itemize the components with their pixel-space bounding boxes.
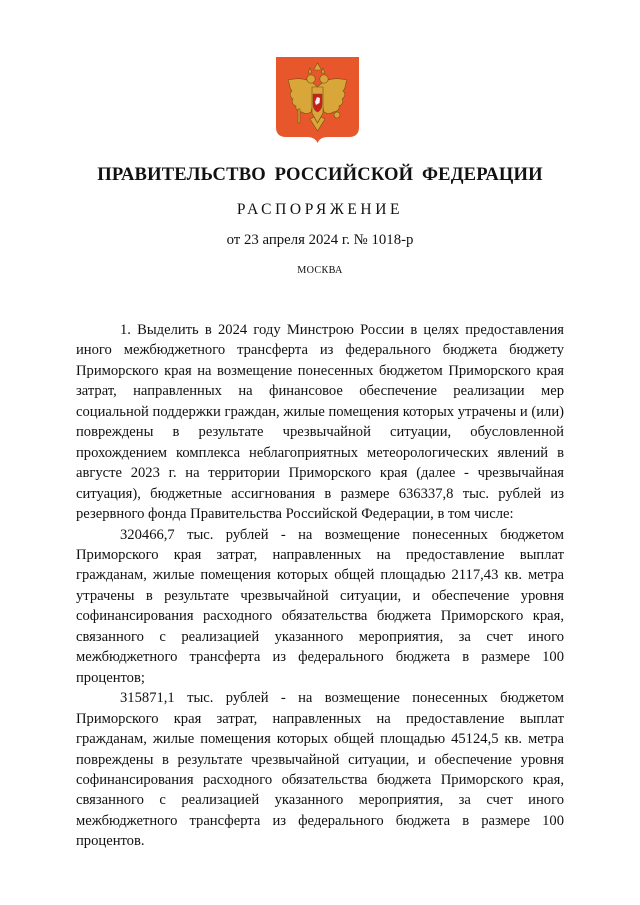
- document-date-number: от 23 апреля 2024 г. № 1018-р: [226, 232, 414, 248]
- paragraph-2: 320466,7 тыс. рублей - на возмещение понесенных бюджетом Приморского края затрат, направленных на предоставление выплат гражданам, жилые помещения которых общей площадью 2117,43 кв. метра утрачены в результате чрезвычайной ситуации, и обеспечение уровня софинансирования расходного обязательства бюджета Приморского края, связанного с реализацией указанного мероприятия, за счет иного межбюджетного трансферта из федерального бюджета в размере 100 процентов;: [76, 526, 564, 686]
- document-city: МОСКВА: [297, 265, 343, 276]
- document-type: РАСПОРЯЖЕНИЕ: [236, 201, 404, 218]
- paragraph-1: 1. Выделить в 2024 году Минстрою России в целях предоставления иного межбюджетного трансферта из федерального бюджета бюджету Приморского края на возмещение понесенных бюджетом Приморского края затрат, направленных на финансовое обеспечение реализации мер социальной поддержки граждан, жилые помещения которых утрачены и (или) повреждены в результате чрезвычайной ситуации, обусловленной прохождением комплекса неблагоприятных метеорологических явлений в августе 2023 г. на территории Приморского края (далее - чрезвычайная ситуация), бюджетные ассигнования в размере 636337,8 тыс. рублей из резервного фонда Правительства Российской Федерации, в том числе:: [76, 322, 564, 523]
- paragraph-3: 315871,1 тыс. рублей - на возмещение понесенных бюджетом Приморского края затрат, направленных на предоставление выплат гражданам, жилые помещения которых общей площадью 45124,5 кв. метра повреждены в результате чрезвычайной ситуации, и обеспечение уровня софинансирования расходного обязательства бюджета Приморского края, связанного с реализацией указанного мероприятия, за счет иного межбюджетного трансферта из федерального бюджета в размере 100 процентов.: [76, 690, 564, 850]
- document-body: [76, 320, 564, 852]
- government-title: ПРАВИТЕЛЬСТВО РОССИЙСКОЙ ФЕДЕРАЦИИ: [97, 164, 543, 185]
- russian-coat-of-arms-icon: [276, 57, 359, 143]
